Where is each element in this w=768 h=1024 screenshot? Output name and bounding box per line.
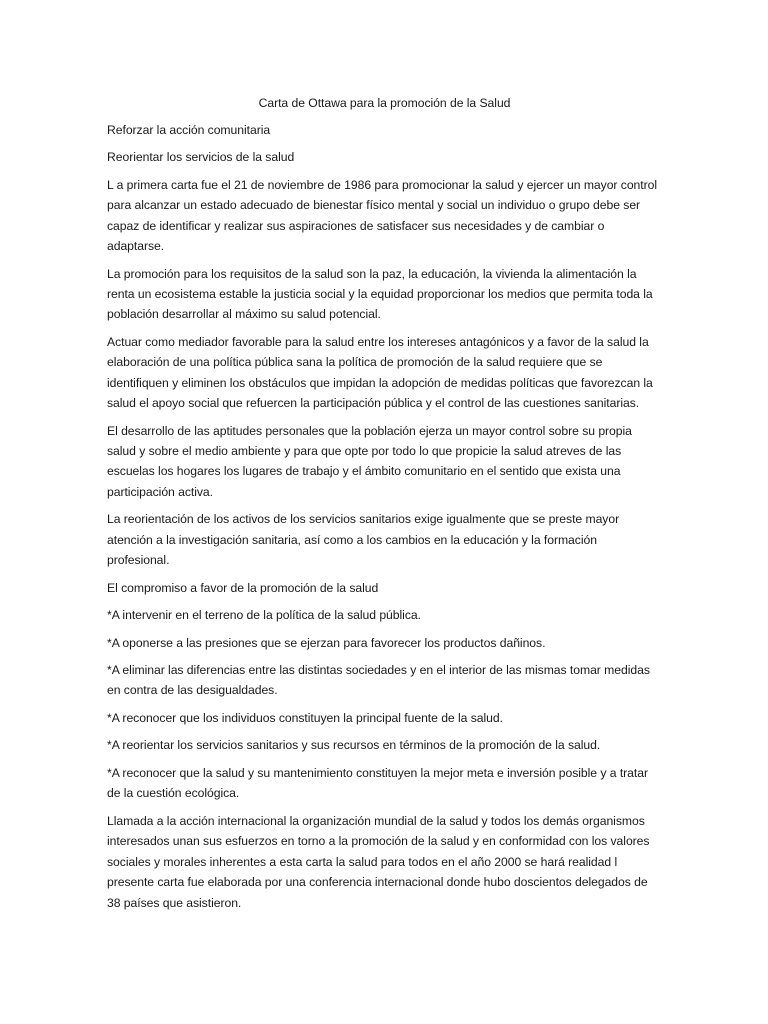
commitment-item-3: *A eliminar las diferencias entre las distintas sociedades y en el interior de las mismas tomar medidas en contra de las desigualdades. bbox=[107, 663, 650, 698]
commitment-item-6: *A reconocer que la salud y su mantenimiento constituyen la mejor meta e inversión posible y a tratar de la cuestión ecológica. bbox=[107, 765, 648, 801]
paragraph-6: El desarrollo de las aptitudes personales que la población ejerza un mayor control sobre su propia salud y sobre el medio ambiente y para que opte por todo lo que propicie la salud atreves de las escuelas los hogares los lugares de trabajo y el ámbito comunitario en el sentido que exista una participación activa. bbox=[107, 423, 632, 499]
paragraph-3: L a primera carta fue el 21 de noviembre de 1986 para promocionar la salud y ejercer un mayor control para alcanzar un estado adecuado de bienestar físico mental y social un individuo o grupo debe ser capaz de identificar y realizar sus aspiraciones de satisfacer sus necesidades y de cambiar o adaptarse. bbox=[107, 177, 658, 254]
paragraph-1: Reforzar la acción comunitaria bbox=[107, 122, 271, 137]
document-title: Carta de Ottawa para la promoción de la Salud bbox=[258, 96, 511, 110]
paragraph-5: Actuar como mediador favorable para la salud entre los intereses antagónicos y a favor de la salud la elaboración de una política pública sana la política de promoción de la salud requiere que se identifiquen y eliminen los obstáculos que impidan la adopción de medidas políticas que favorezcan la salud el apoyo social que refuercen la participación pública y el control de las cuestiones sanitarias. bbox=[107, 334, 653, 411]
section-heading: El compromiso a favor de la promoción de la salud bbox=[107, 580, 379, 595]
commitment-item-4: *A reconocer que los individuos constituyen la principal fuente de la salud. bbox=[107, 710, 503, 725]
commitment-item-2: *A oponerse a las presiones que se ejerzan para favorecer los productos dañinos. bbox=[107, 635, 546, 650]
paragraph-2: Reorientar los servicios de la salud bbox=[107, 150, 295, 165]
commitment-item-1: *A intervenir en el terreno de la política de la salud pública. bbox=[107, 608, 421, 623]
paragraph-4: La promoción para los requisitos de la salud son la paz, la educación, la vivienda la alimentación la renta un ecosistema estable la justicia social y la equidad proporcionar los medios que permita toda la población desarrollar al máximo su salud potencial. bbox=[107, 266, 653, 322]
paragraph-7: La reorientación de los activos de los servicios sanitarios exige igualmente que se preste mayor atención a la investigación sanitaria, así como a los cambios en la educación y la formación profesional. bbox=[107, 512, 620, 568]
document-body bbox=[107, 93, 662, 920]
commitment-item-5: *A reorientar los servicios sanitarios y sus recursos en términos de la promoción de la salud. bbox=[107, 738, 601, 753]
closing-paragraph: Llamada a la acción internacional la organización mundial de la salud y todos los demás organismos interesados unan sus esfuerzos en torno a la promoción de la salud y en conformidad con los valores sociales y morales inherentes a esta carta la salud para todos en el año 2000 se hará realidad l presente carta fue elaborada por una conferencia internacional donde hubo doscientos delegados de 38 países que asistieron. bbox=[107, 813, 650, 910]
